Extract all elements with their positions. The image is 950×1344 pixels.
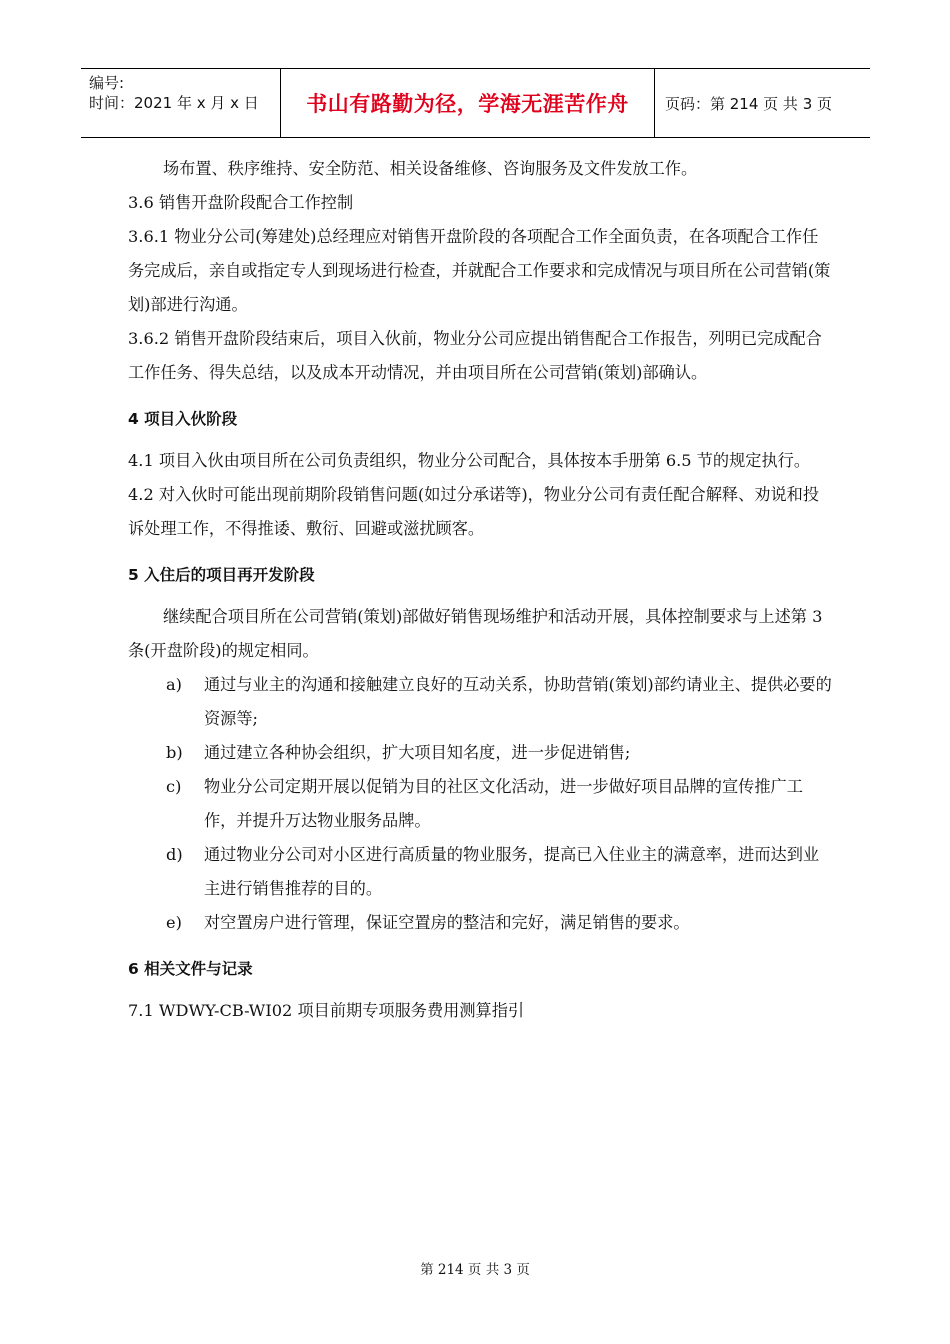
header-motto: 书山有路勤为径，学海无涯苦作舟 xyxy=(281,69,655,137)
heading-5: 5 入住后的项目再开发阶段 xyxy=(128,566,315,584)
list-e xyxy=(128,906,833,940)
header-page-label: 页码：第 214 页 共 3 页 xyxy=(665,94,833,113)
list-item-text: 对空置房户进行管理，保证空置房的整洁和完好，满足销售的要求。 xyxy=(204,913,690,932)
page-footer: 第 214 页 共 3 页 xyxy=(420,1262,530,1278)
time-label: 时间：2021 年 x 月 x 日 xyxy=(89,94,259,112)
section-4-1: 4.1 项目入伙由项目所在公司负责组织，物业分公司配合，具体按本手册第 6.5 节的规定执行。 xyxy=(128,451,811,470)
section-4-2: 4.2 对入伙时可能出现前期阶段销售问题(如过分承诺等)，物业分公司有责任配合解释、劝说和投诉处理工作，不得推诿、敷衍、回避或滋扰顾客。 xyxy=(128,485,820,538)
heading-6: 6 相关文件与记录 xyxy=(128,960,253,978)
section-3-6-1: 3.6.1 物业分公司(筹建处)总经理应对销售开盘阶段的各项配合工作全面负责，在各项配合工作任务完成后，亲自或指定专人到现场进行检查，并就配合工作要求和完成情况与项目所在公司营销(策划)部进行沟通。 xyxy=(128,227,831,314)
list-marker: c) xyxy=(166,777,182,796)
list-c xyxy=(128,770,833,838)
list-marker: d) xyxy=(166,845,183,864)
list-d xyxy=(128,838,833,906)
paragraph-continued: 场布置、秩序维持、安全防范、相关设备维修、咨询服务及文件发放工作。 xyxy=(163,159,698,178)
section-3-6-title: 3.6 销售开盘阶段配合工作控制 xyxy=(128,193,354,212)
section-3-6-2: 3.6.2 销售开盘阶段结束后，项目入伙前，物业分公司应提出销售配合工作报告，列明已完成配合工作任务、得失总结，以及成本开动情况，并由项目所在公司营销(策划)部确认。 xyxy=(128,329,822,382)
list-a xyxy=(128,668,833,736)
list-b xyxy=(128,736,833,770)
list-item-text: 通过建立各种协会组织，扩大项目知名度，进一步促进销售; xyxy=(204,743,631,762)
heading-4: 4 项目入伙阶段 xyxy=(128,410,238,428)
list-item-text: 通过物业分公司对小区进行高质量的物业服务，提高已入住业主的满意率，进而达到业主进行销售推荐的目的。 xyxy=(204,845,820,898)
list-item-text: 物业分公司定期开展以促销为目的社区文化活动，进一步做好项目品牌的宣传推广工作，并提升万达物业服务品牌。 xyxy=(204,777,803,830)
document-body xyxy=(128,152,833,1028)
document-header xyxy=(81,68,870,138)
list-marker: a) xyxy=(166,675,182,694)
header-meta xyxy=(81,69,281,137)
section-5-intro: 继续配合项目所在公司营销(策划)部做好销售现场维护和活动开展，具体控制要求与上述第 3 条(开盘阶段)的规定相同。 xyxy=(128,607,823,660)
list-marker: e) xyxy=(166,913,182,932)
list-marker: b) xyxy=(166,743,183,762)
number-label: 编号: xyxy=(89,74,125,92)
list-item-text: 通过与业主的沟通和接触建立良好的互动关系，协助营销(策划)部约请业主、提供必要的资源等; xyxy=(204,675,832,728)
section-7-1: 7.1 WDWY-CB-WI02 项目前期专项服务费用测算指引 xyxy=(128,1001,525,1020)
